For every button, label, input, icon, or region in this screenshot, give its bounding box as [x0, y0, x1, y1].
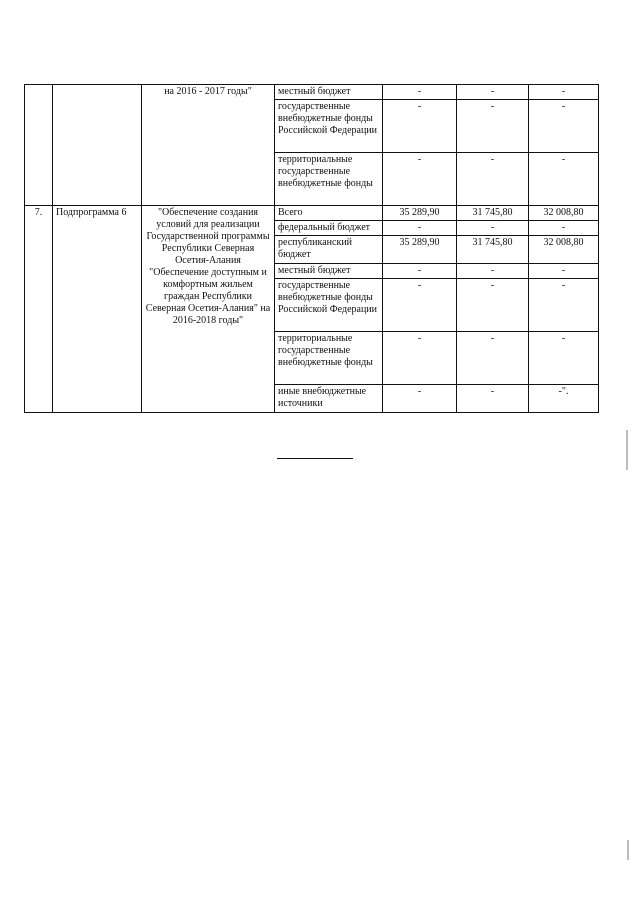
- value-2016: 35 289,90: [383, 236, 457, 264]
- value-2017: 31 745,80: [457, 206, 529, 221]
- value-2016: -: [383, 385, 457, 413]
- value-2017: -: [457, 332, 529, 385]
- budget-table: [24, 84, 599, 413]
- value-2018: -: [529, 332, 599, 385]
- end-of-document-line: [277, 458, 353, 459]
- value-2018: -".: [529, 385, 599, 413]
- value-2016: -: [383, 85, 457, 100]
- funding-source: иные внебюджетные источники: [275, 385, 383, 413]
- value-2017: -: [457, 221, 529, 236]
- row-number-cell: [25, 85, 53, 206]
- value-2018: -: [529, 85, 599, 100]
- value-2016: -: [383, 221, 457, 236]
- program-name-cell: [142, 85, 275, 206]
- program-name-text: на 2016 - 2017 годы": [164, 86, 252, 97]
- subprogram-status: Подпрограмма 6: [56, 207, 127, 218]
- value-2017: -: [457, 264, 529, 279]
- value-2017: -: [457, 153, 529, 206]
- row-number: 7.: [34, 207, 43, 218]
- scan-edge-mark: [627, 840, 629, 860]
- funding-source: государственные внебюджетные фонды Российской Федерации: [275, 279, 383, 332]
- value-2018: 32 008,80: [529, 236, 599, 264]
- program-name-cell: [142, 206, 275, 413]
- funding-source: республиканский бюджет: [275, 236, 383, 264]
- status-cell: [53, 206, 142, 413]
- table-row: [25, 85, 599, 100]
- value-2017: 31 745,80: [457, 236, 529, 264]
- funding-source: государственные внебюджетные фонды Российской Федерации: [275, 100, 383, 153]
- scan-edge-mark: [626, 430, 628, 470]
- value-2016: -: [383, 332, 457, 385]
- value-2018: -: [529, 100, 599, 153]
- funding-source: территориальные государственные внебюджетные фонды: [275, 153, 383, 206]
- value-2016: -: [383, 100, 457, 153]
- value-2018: -: [529, 153, 599, 206]
- value-2017: -: [457, 85, 529, 100]
- value-2017: -: [457, 279, 529, 332]
- value-2018: -: [529, 264, 599, 279]
- funding-source: местный бюджет: [275, 85, 383, 100]
- program-name-text: "Обеспечение создания условий для реализации Государственной программы Республики Северная Осетия-Алания "Обеспечение доступным и комфортным жильем граждан Республики Северная Осетия-Алания" на 2016-2018 годы": [145, 207, 271, 326]
- funding-source: Всего: [275, 206, 383, 221]
- value-2018: -: [529, 279, 599, 332]
- value-2018: 32 008,80: [529, 206, 599, 221]
- row-number-cell: [25, 206, 53, 413]
- value-2016: -: [383, 264, 457, 279]
- value-2017: -: [457, 385, 529, 413]
- value-2016: -: [383, 153, 457, 206]
- funding-source: федеральный бюджет: [275, 221, 383, 236]
- table-row: [25, 206, 599, 221]
- status-cell: [53, 85, 142, 206]
- funding-source: территориальные государственные внебюджетные фонды: [275, 332, 383, 385]
- value-2016: -: [383, 279, 457, 332]
- value-2018: -: [529, 221, 599, 236]
- value-2016: 35 289,90: [383, 206, 457, 221]
- funding-source: местный бюджет: [275, 264, 383, 279]
- value-2017: -: [457, 100, 529, 153]
